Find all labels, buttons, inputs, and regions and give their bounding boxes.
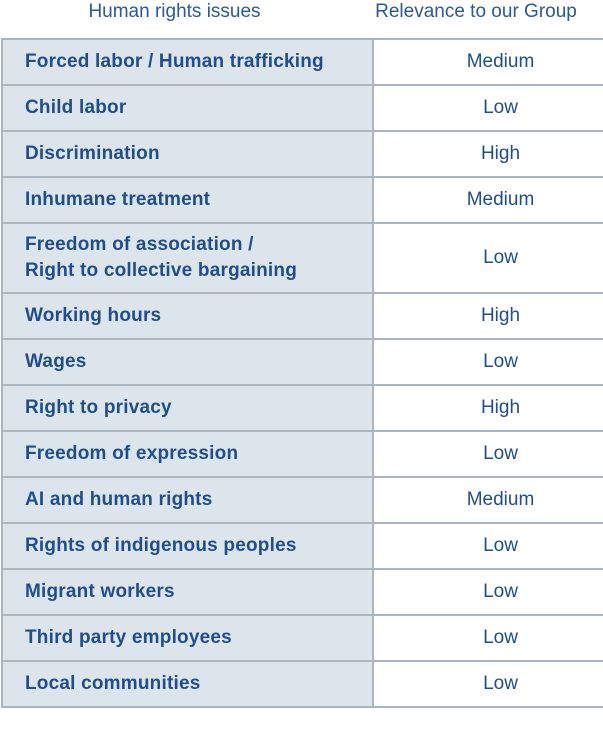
table-row (2, 339, 603, 385)
issue-cell: Inhumane treatment (2, 177, 373, 223)
table-row (2, 85, 603, 131)
issue-cell: Right to privacy (2, 385, 373, 431)
relevance-cell: Medium (373, 39, 603, 85)
issue-cell: AI and human rights (2, 477, 373, 523)
issue-cell: Local communities (2, 661, 373, 707)
issue-cell: Rights of indigenous peoples (2, 523, 373, 569)
header-relevance: Relevance to our Group (375, 1, 577, 22)
table-header (0, 0, 603, 38)
relevance-cell: Low (373, 431, 603, 477)
relevance-cell: Low (373, 339, 603, 385)
issue-cell: Discrimination (2, 131, 373, 177)
relevance-cell: Low (373, 569, 603, 615)
table-row (2, 39, 603, 85)
relevance-cell: Medium (373, 477, 603, 523)
issue-cell: Migrant workers (2, 569, 373, 615)
table-row (2, 523, 603, 569)
table-row (2, 223, 603, 293)
table-row (2, 569, 603, 615)
relevance-cell: High (373, 385, 603, 431)
issue-cell: Child labor (2, 85, 373, 131)
relevance-cell: Medium (373, 177, 603, 223)
relevance-cell: Low (373, 523, 603, 569)
issue-line: Freedom of association / (25, 234, 254, 255)
table-row (2, 431, 603, 477)
relevance-cell: Low (373, 85, 603, 131)
issue-cell: Wages (2, 339, 373, 385)
table-row (2, 477, 603, 523)
relevance-cell: Low (373, 615, 603, 661)
issue-line: Right to collective bargaining (25, 260, 298, 281)
header-issues: Human rights issues (88, 1, 261, 22)
table-row (2, 131, 603, 177)
relevance-cell: High (373, 293, 603, 339)
table-row (2, 293, 603, 339)
issue-cell (2, 223, 373, 293)
human-rights-table (1, 38, 603, 708)
table-row (2, 615, 603, 661)
table-row (2, 177, 603, 223)
issue-cell: Forced labor / Human trafficking (2, 39, 373, 85)
relevance-cell: Low (373, 661, 603, 707)
table-row (2, 385, 603, 431)
relevance-cell: High (373, 131, 603, 177)
table-row (2, 661, 603, 707)
relevance-cell: Low (373, 223, 603, 293)
issue-cell: Third party employees (2, 615, 373, 661)
issue-cell: Working hours (2, 293, 373, 339)
issue-cell: Freedom of expression (2, 431, 373, 477)
